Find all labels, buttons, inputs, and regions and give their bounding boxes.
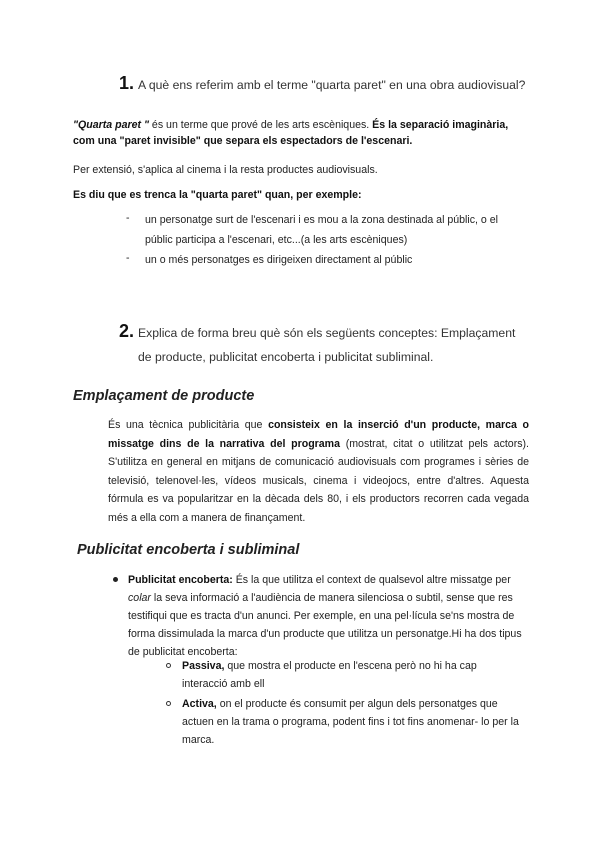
covert-label: Publicitat encoberta: [128, 574, 233, 586]
section-heading-covert: Publicitat encoberta i subliminal [77, 542, 300, 558]
placement-rest: (mostrat, citat o utilitzat pels actors). S'utilitza en general en mitjans de comunicació audiovisuals com programes i sèries de televisió, telenovel·les, vídeos musicals, cinema i videojocs, entre d'altres. Aquesta fórmula es va popularitzar en la dècada dels 80, i els productors recorren cada vegada més a ella com a manera de finançament. [108, 437, 529, 524]
sub-bullet-marker [166, 701, 171, 706]
question-1 [119, 73, 525, 94]
activa-text: on el producte és consumit per algun dels personatges que actuen en la trama o programa, podent fins i tot fins anomenar- lo per la marca. [182, 698, 519, 746]
sub-item-activa [182, 695, 527, 749]
list-item: un personatge surt de l'escenari i es mou a la zona destinada al públic, o el [145, 214, 499, 226]
placement-bold: consisteix en la inserció d'un producte, marca o missatge dins de la narrativa del programa [108, 419, 529, 450]
placement-paragraph [108, 416, 529, 527]
example-heading: Es diu que es trenca la "quarta paret" quan, per exemple: [73, 189, 362, 201]
list-item-continuation: públic participa a l'escenari, etc...(a les arts escèniques) [145, 234, 408, 246]
sub-bullet-marker [166, 663, 171, 668]
section-heading-placement: Emplaçament de producte [73, 388, 255, 404]
covert-text-2: la seva informació a l'audiència de manera silenciosa o subtil, sense que res testifiqui que es tracta d'un anunci. Per exemple, en una pel·lícula se'ns mostra de forma dissimulada la marca d'un producte que utilitza un personatge.Hi ha dos tipus de publicitat encoberta: [128, 592, 522, 658]
question-1-number: 1. [119, 73, 135, 93]
placement-intro: És una tècnica publicitària que [108, 419, 269, 431]
passiva-text: que mostra el producte en l'escena però no hi ha cap interacció amb ell [182, 660, 477, 690]
dash-marker: - [126, 212, 130, 224]
question-1-text: A què ens referim amb el terme "quarta paret" en una obra audiovisual? [138, 78, 526, 92]
bullet-marker [113, 577, 118, 582]
question-2-number: 2. [119, 321, 135, 341]
definition-bold: És la separació imaginària, com una "paret invisible" que separa els espectadors de l'escenari. [73, 119, 509, 147]
definition-text: és un terme que prové de les arts escèniques. [148, 119, 373, 131]
covert-bullet [128, 571, 533, 661]
sub-item-passiva [182, 657, 522, 693]
term-quarta-paret: "Quarta paret " [73, 119, 149, 131]
question-2-line1: Explica de forma breu què són els següents conceptes: Emplaçament [138, 326, 516, 340]
covert-italic: colar [128, 592, 151, 604]
covert-text-1: És la que utilitza el context de qualsevol altre missatge per [232, 574, 511, 586]
extension-text: Per extensió, s'aplica al cinema i la resta productes audiovisuals. [73, 164, 378, 176]
passiva-label: Passiva, [182, 660, 225, 672]
question-2 [119, 321, 515, 342]
list-item: un o més personatges es dirigeixen directament al públic [145, 254, 413, 266]
activa-label: Activa, [182, 698, 217, 710]
dash-marker: - [126, 252, 130, 264]
question-2-line2: de producte, publicitat encoberta i publicitat subliminal. [138, 350, 434, 364]
quarta-paret-definition [73, 117, 529, 149]
